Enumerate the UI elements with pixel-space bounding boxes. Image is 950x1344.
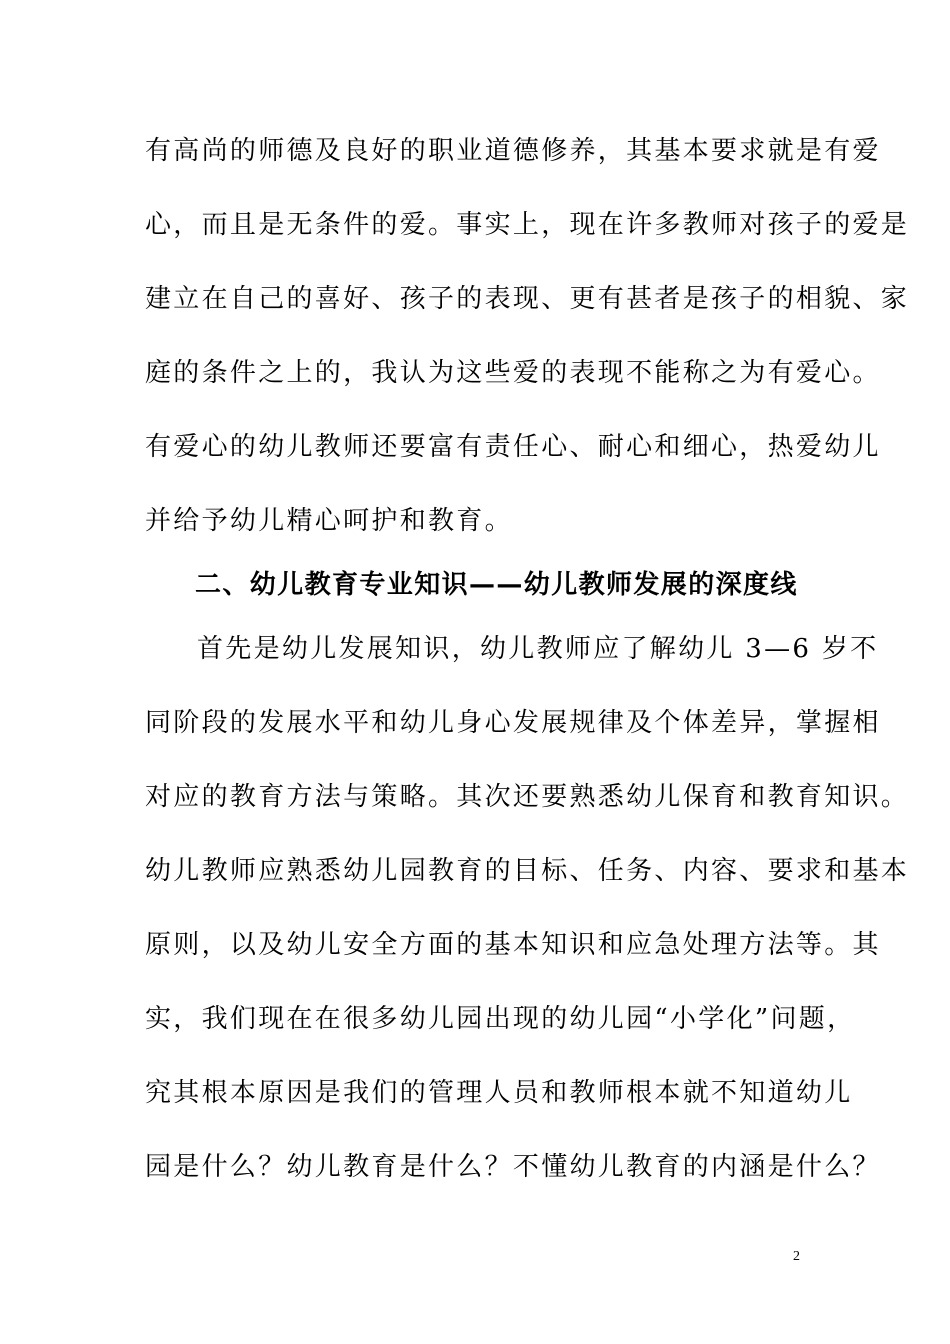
body-text-line: 幼儿教师应熟悉幼儿园教育的目标、任务、内容、要求和基本 (145, 856, 910, 886)
body-text-line: 同阶段的发展水平和幼儿身心发展规律及个体差异，掌握相 (145, 708, 881, 738)
body-text-line: 有高尚的师德及良好的职业道德修养，其基本要求就是有爱 (145, 136, 881, 166)
body-text-line: 原则，以及幼儿安全方面的基本知识和应急处理方法等。其 (145, 930, 881, 960)
body-text-line: 对应的教育方法与策略。其次还要熟悉幼儿保育和教育知识。 (145, 782, 910, 812)
body-text-line: 实，我们现在在很多幼儿园出现的幼儿园“小学化”问题， (145, 1004, 856, 1034)
paragraph-first-line: 首先是幼儿发展知识，幼儿教师应了解幼儿 3—6 岁不 (197, 634, 879, 664)
body-text-line: 庭的条件之上的，我认为这些爱的表现不能称之为有爱心。 (145, 358, 881, 388)
page-number: 2 (793, 1249, 800, 1264)
body-text-line: 并给予幼儿精心呵护和教育。 (145, 506, 513, 536)
body-text-line: 建立在自己的喜好、孩子的表现、更有甚者是孩子的相貌、家 (145, 284, 910, 314)
section-heading: 二、幼儿教育专业知识——幼儿教师发展的深度线 (195, 570, 798, 600)
body-text-line: 有爱心的幼儿教师还要富有责任心、耐心和细心，热爱幼儿 (145, 432, 881, 462)
body-text-line: 究其根本原因是我们的管理人员和教师根本就不知道幼儿 (145, 1078, 853, 1108)
body-text-line: 园是什么？幼儿教育是什么？不懂幼儿教育的内涵是什么？ (145, 1152, 881, 1182)
body-text-line: 心，而且是无条件的爱。事实上，现在许多教师对孩子的爱是 (145, 210, 910, 240)
